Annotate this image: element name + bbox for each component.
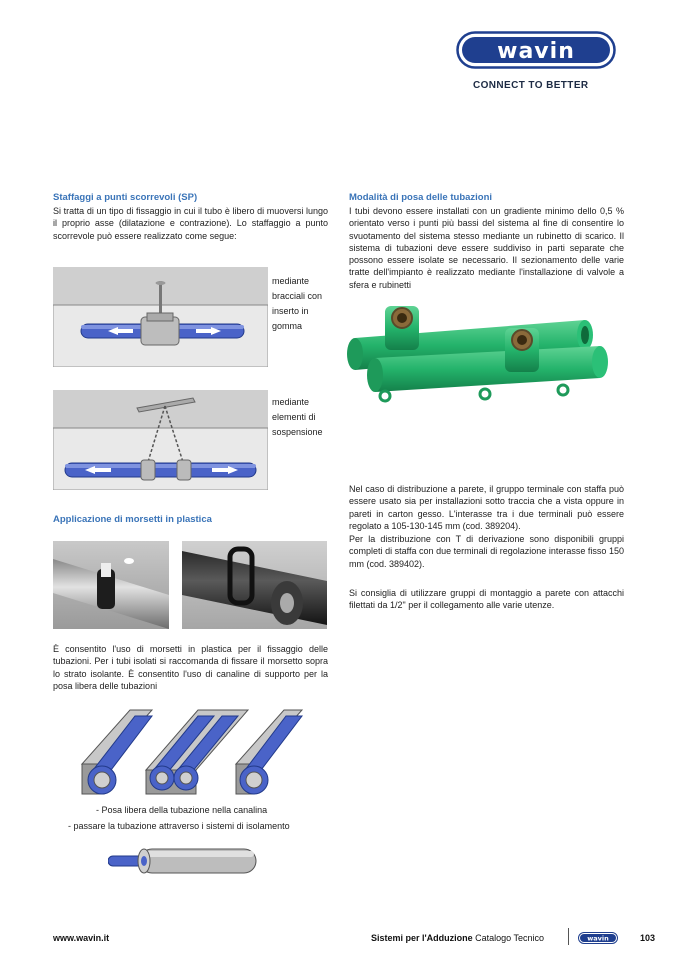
figure-sospensione: [53, 390, 268, 490]
section-heading-staffaggi: Staffaggi a punti scorrevoli (SP): [53, 192, 198, 203]
photo-morsetto-tubo: [53, 541, 169, 629]
section-heading-morsetti: Applicazione di morsetti in plastica: [53, 514, 212, 525]
figure2-caption: mediante elementi di sospensione: [272, 397, 323, 437]
figure-collettore-verde: [345, 298, 615, 416]
section-text-consiglio: Si consiglia di utilizzare gruppi di montaggio a parete con attacchi filettati da 1/2" per il collegamento alle varie utenze.: [349, 588, 624, 611]
wavin-logo: [456, 31, 616, 69]
section-text-parete: Nel caso di distribuzione a parete, il gruppo terminale con staffa può essere usato sia per installazioni sotto traccia che a vista oppure in pareti in carton gesso. L'interasse tra i due terminali può essere regolato a 105-130-145 mm (cod. 389204).: [349, 484, 624, 531]
footer-website[interactable]: www.wavin.it: [53, 933, 110, 943]
photo-morsetto-isolato: [182, 541, 327, 629]
section-heading-modalita: Modalità di posa delle tubazioni: [349, 192, 493, 203]
logo-text: wavin: [497, 39, 575, 64]
page-number: 103: [640, 933, 656, 943]
tagline: CONNECT TO BETTER: [473, 80, 589, 91]
footer-divider: [568, 928, 569, 945]
section-text-modalita: I tubi devono essere installati con un gradiente minimo dello 0,5 % orientato verso i punti più bassi del sistema al fine di consentire lo svuotamento del sistema stesso mediante un rubinetto di scarico. Il sistema di tubazioni deve essere suddiviso in parti separate che possono essere isolate se necessario. Il sezionamento delle varie tratte dell'impianto è realizzato mediante l'installazione di valvole a sfera e rubinetti: [349, 206, 624, 290]
figure1-caption: mediante bracciali con inserto in gomma: [272, 276, 323, 331]
figure-canaline: [80, 708, 305, 798]
footer-title: Sistemi per l'Adduzione Catalogo Tecnico: [371, 933, 545, 943]
section-text-staffaggi: Si tratta di un tipo di fissaggio in cui il tubo è libero di muoversi lungo il proprio asse (dilatazione e contrazione). Lo staffaggio a punto scorrevole può essere realizzato come segue:: [53, 206, 328, 241]
section-text-morsetti: È consentito l'uso di morsetti in plastica per il fissaggio delle tubazioni. Per i tubi isolati si raccomanda di fissare il morsetto sopra lo strato isolante. È consentito l'uso di canaline di supporto per la posa libera delle tubazioni: [53, 644, 328, 691]
figure-bracciale: [53, 267, 268, 367]
section-text-derivazione: Per la distribuzione con T di derivazione sono disponibili gruppi completi di staffa con due terminali di regolazione interasse fisso 150 mm (cod. 389402).: [349, 534, 624, 569]
figure-tubo-isolato: [108, 846, 258, 876]
bullet-posa-libera: - Posa libera della tubazione nella canalina: [96, 805, 268, 815]
svg-text:wavin: wavin: [587, 934, 609, 943]
bullet-isolamento: - passare la tubazione attraverso i sistemi di isolamento: [68, 821, 290, 831]
footer-logo: [578, 931, 618, 943]
